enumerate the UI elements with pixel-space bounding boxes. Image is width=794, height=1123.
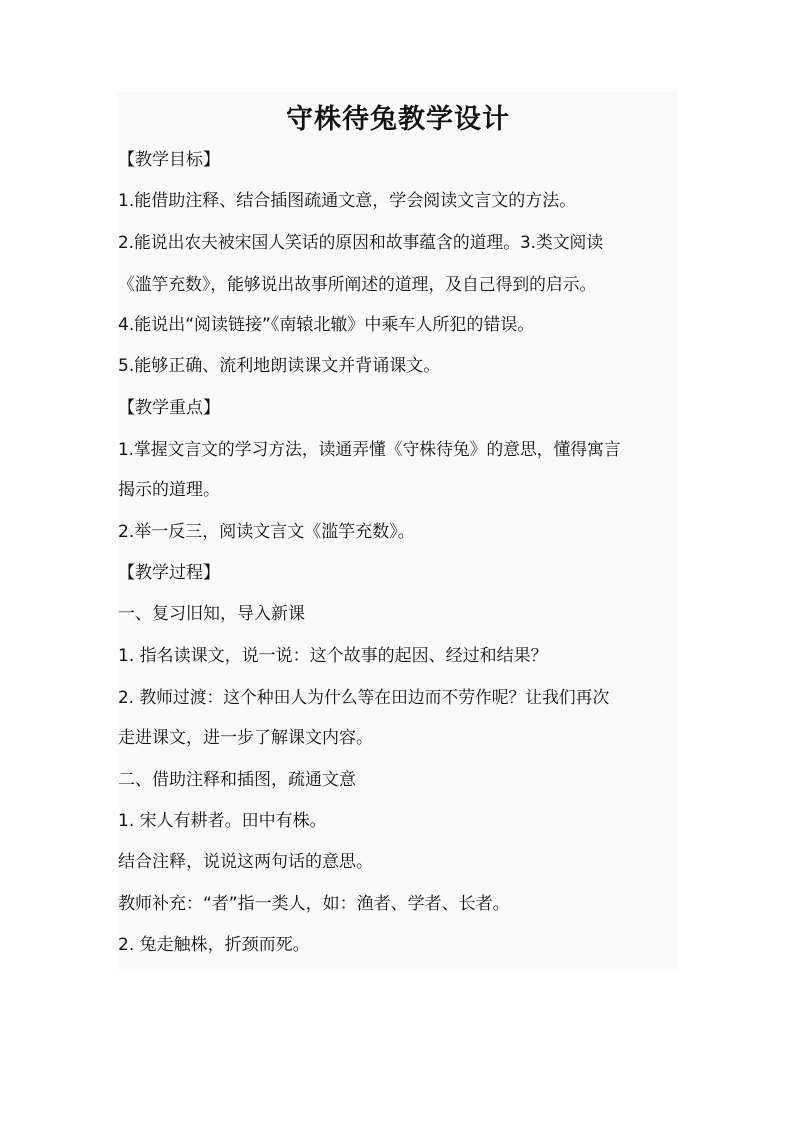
process-step-1: 1. 指名读课文，说一说：这个故事的起因、经过和结果？ xyxy=(118,646,548,666)
keypoint-1-line-1: 1.掌握文言文的学习方法，读通弄懂《守株待兔》的意思，懂得寓言 xyxy=(118,439,621,459)
goal-2-line-2: 《滥竽充数》，能够说出故事所阐述的道理，及自己得到的启示。 xyxy=(118,274,597,294)
process-step-2-line-2: 走进课文，进一步了解课文内容。 xyxy=(118,728,373,748)
process-step-2-line-1: 2. 教师过渡：这个种田人为什么等在田边而不劳作呢？让我们再次 xyxy=(118,687,610,707)
text-sentence-1: 1. 宋人有耕者。田中有株。 xyxy=(118,811,327,831)
keypoint-2: 2.举一反三，阅读文言文《滥竽充数》。 xyxy=(118,522,415,542)
process-part-1-heading: 一、复习旧知，导入新课 xyxy=(118,604,305,624)
goal-5: 5.能够正确、流利地朗读课文并背诵课文。 xyxy=(118,356,441,376)
section-heading-keypoints: 【教学重点】 xyxy=(118,398,220,418)
text-sentence-2: 2. 兔走触株，折颈而死。 xyxy=(118,935,310,955)
section-heading-goals: 【教学目标】 xyxy=(118,150,220,170)
document-title: 守株待兔教学设计 xyxy=(286,104,510,135)
section-heading-process: 【教学过程】 xyxy=(118,563,220,583)
instruction-line: 结合注释，说说这两句话的意思。 xyxy=(118,852,373,872)
goal-1: 1.能借助注释、结合插图疏通文意，学会阅读文言文的方法。 xyxy=(118,191,577,211)
keypoint-1-line-2: 揭示的道理。 xyxy=(118,480,220,500)
goal-4: 4.能说出“阅读链接”《南辕北辙》中乘车人所犯的错误。 xyxy=(118,315,535,335)
process-part-2-heading: 二、借助注释和插图，疏通文意 xyxy=(118,770,356,790)
teacher-note: 教师补充：“者”指一类人，如：渔者、学者、长者。 xyxy=(118,894,510,914)
document-body xyxy=(118,92,678,970)
goal-2-line-1: 2.能说出农夫被宋国人笑话的原因和故事蕴含的道理。3.类文阅读 xyxy=(118,232,604,252)
